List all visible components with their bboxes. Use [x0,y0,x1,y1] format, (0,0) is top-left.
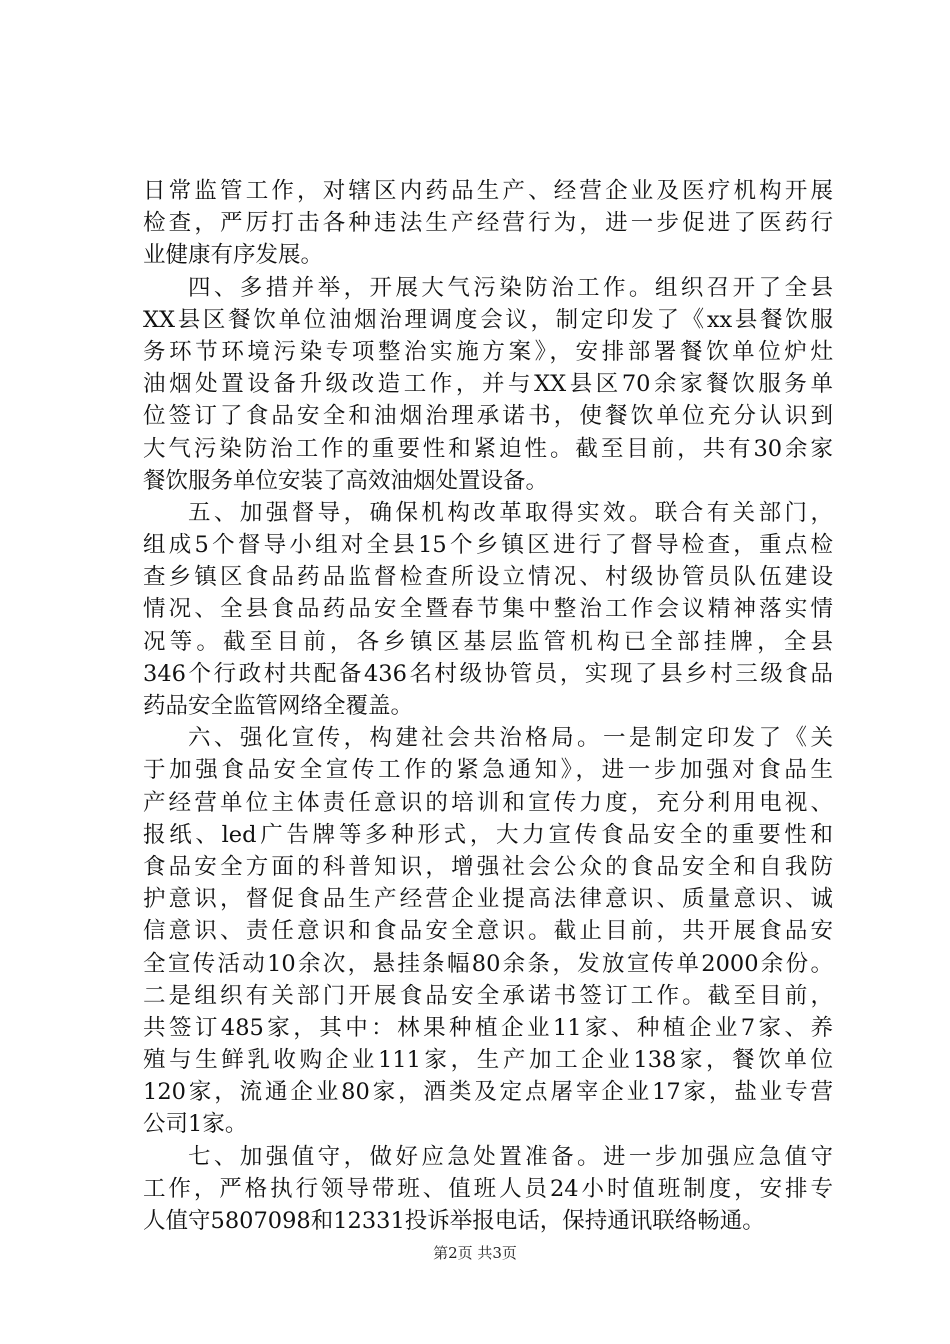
text-line: 六、强化宣传，构建社会共治格局。一是制定印发了《关 [188,725,833,752]
text-line: 务环节环境污染专项整治实施方案》，安排部署餐饮单位炉灶 [143,338,833,365]
text-line: 况等。截至目前，各乡镇区基层监管机构已全部挂牌，全县 [143,628,833,655]
paragraph-section-seven [143,1141,833,1238]
paragraph-section-four [143,272,833,497]
paragraph-section-five [143,497,833,722]
text-line: 工作，严格执行领导带班、值班人员24小时值班制度，安排专 [143,1175,833,1202]
text-line: 全宣传活动10余次，悬挂条幅80余条，发放宣传单2000余份。 [143,950,833,977]
text-line: 检查，严厉打击各种违法生产经营行为，进一步促进了医药行 [143,210,833,237]
text-line: 共签订485家，其中：林果种植企业11家、种植企业7家、养 [143,1014,833,1041]
paragraph-continued [143,175,833,272]
text-line: 情况、全县食品药品安全暨春节集中整治工作会议精神落实情 [143,596,833,623]
text-line: 于加强食品安全宣传工作的紧急通知》，进一步加强对食品生 [143,757,833,784]
paragraph-section-six [143,722,833,1140]
document-body [143,175,833,1237]
text-line: 产经营单位主体责任意识的培训和宣传力度，充分利用电视、 [143,789,833,816]
text-line: 油烟处置设备升级改造工作，并与XX县区70余家餐饮服务单 [143,371,833,398]
text-line: 五、加强督导，确保机构改革取得实效。联合有关部门， [188,499,833,526]
text-line: 餐饮服务单位安装了高效油烟处置设备。 [143,467,549,494]
text-line: XX县区餐饮单位油烟治理调度会议，制定印发了《xx县餐饮服 [143,306,833,333]
text-line: 公司1家。 [143,1111,248,1138]
text-line: 药品安全监管网络全覆盖。 [143,693,414,719]
text-line: 护意识，督促食品生产经营企业提高法律意识、质量意识、诚 [143,886,833,913]
text-line: 查乡镇区食品药品监督检查所设立情况、村级协管员队伍建设 [143,564,833,591]
text-line: 大气污染防治工作的重要性和紧迫性。截至目前，共有30余家 [143,435,833,462]
text-line: 业健康有序发展。 [143,242,324,269]
text-line: 346个行政村共配备436名村级协管员，实现了县乡村三级食品 [143,660,833,687]
text-line: 日常监管工作，对辖区内药品生产、经营企业及医疗机构开展 [143,178,833,204]
text-line: 120家，流通企业80家，酒类及定点屠宰企业17家，盐业专营 [143,1079,833,1106]
text-line: 报纸、led广告牌等多种形式，大力宣传食品安全的重要性和 [143,821,833,848]
text-line: 位签订了食品安全和油烟治理承诺书，使餐饮单位充分认识到 [143,403,833,430]
text-line: 殖与生鲜乳收购企业111家，生产加工企业138家，餐饮单位 [143,1047,833,1074]
page-number-footer: 第2页 共3页 [433,1244,517,1262]
text-line: 组成5个督导小组对全县15个乡镇区进行了督导检查，重点检 [143,532,833,559]
text-line: 二是组织有关部门开展食品安全承诺书签订工作。截至目前， [143,982,833,1009]
text-line: 人值守5807098和12331投诉举报电话，保持通讯联络畅通。 [143,1208,765,1234]
text-line: 信意识、责任意识和食品安全意识。截止目前，共开展食品安 [143,918,833,945]
text-line: 四、多措并举，开展大气污染防治工作。组织召开了全县 [188,274,833,301]
text-line: 七、加强值守，做好应急处置准备。进一步加强应急值守 [188,1143,833,1170]
text-line: 食品安全方面的科普知识，增强社会公众的食品安全和自我防 [143,853,833,880]
